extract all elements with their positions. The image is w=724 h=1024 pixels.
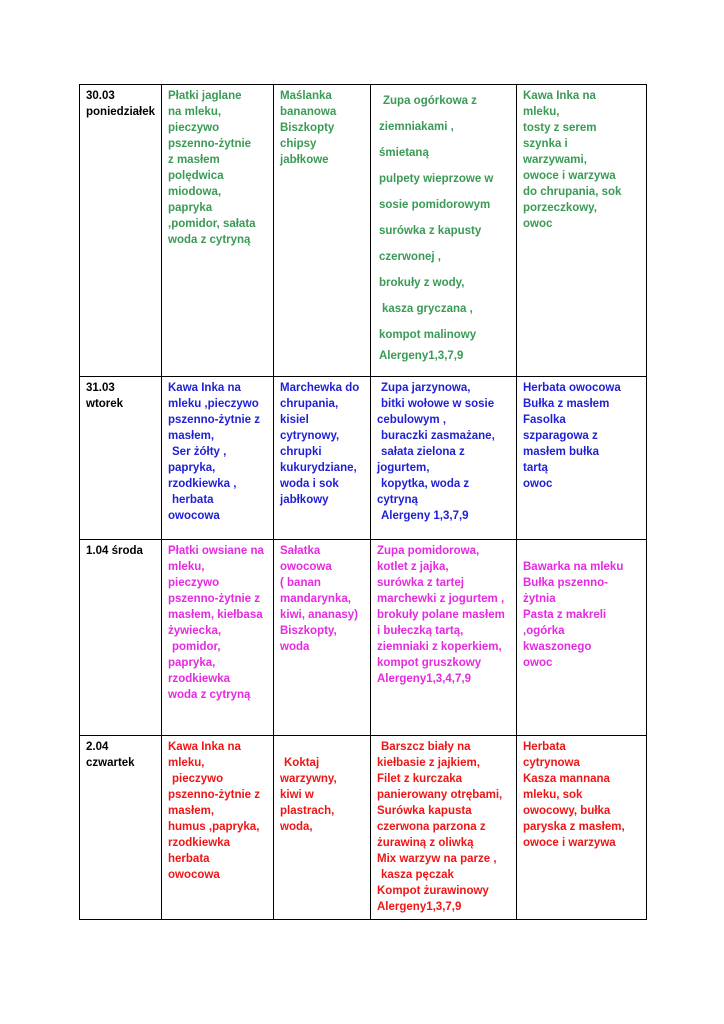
menu-line: owoce i warzywa xyxy=(523,170,616,182)
menu-line: tosty z serem xyxy=(523,122,597,134)
day-cell xyxy=(80,736,162,920)
menu-line: owoc xyxy=(523,478,553,490)
menu-line: kasza pęczak xyxy=(381,869,454,881)
menu-line: Płatki jaglane xyxy=(168,90,242,102)
menu-line: ( banan xyxy=(280,577,321,589)
menu-line: marchewki z jogurtem , xyxy=(377,593,505,605)
menu-line: warzywny, xyxy=(280,773,337,785)
menu-line: Kawa Inka na xyxy=(523,90,596,102)
menu-line: rzodkiewka xyxy=(168,837,230,849)
menu-line: kompot malinowy xyxy=(379,329,477,341)
menu-line: cytrynowy, xyxy=(280,430,340,442)
menu-line: papryka, xyxy=(168,657,216,669)
menu-line: Pasta z makreli xyxy=(523,609,607,621)
menu-line: Marchewka do xyxy=(280,382,360,394)
menu-line: mleku, xyxy=(168,561,205,573)
menu-line: ,ogórka xyxy=(523,625,565,637)
menu-line: pulpety wieprzowe w xyxy=(379,173,494,185)
menu-line: panierowany otrębami, xyxy=(377,789,503,801)
menu-line: żywiecka, xyxy=(168,625,222,637)
menu-line: owoc xyxy=(523,218,553,230)
menu-line: kompot gruszkowy xyxy=(377,657,482,669)
menu-line: pszenno-żytnie z xyxy=(168,789,261,801)
menu-line: papryka, xyxy=(168,462,216,474)
menu-line: owoce i warzywa xyxy=(523,837,616,849)
menu-line: Herbata xyxy=(523,741,566,753)
menu-line: chrupki xyxy=(280,446,322,458)
menu-line: kisiel xyxy=(280,414,309,426)
allergens-text: Alergeny1,3,4,7,9 xyxy=(377,673,471,685)
menu-line: Barszcz biały na xyxy=(381,741,471,753)
menu-line: mandarynka, xyxy=(280,593,351,605)
menu-line: ziemniaki z koperkiem, xyxy=(377,641,502,653)
menu-line: warzywami, xyxy=(523,154,587,166)
menu-line: brokuły z wody, xyxy=(379,277,465,289)
date-text: 2.04 xyxy=(86,741,109,753)
menu-line: cytrynowa xyxy=(523,757,580,769)
allergens-text: Alergeny 1,3,7,9 xyxy=(381,510,469,522)
menu-line: buraczki zasmażane, xyxy=(381,430,495,442)
menu-line: Kasza mannana xyxy=(523,773,610,785)
menu-line: masłem, xyxy=(168,805,215,817)
menu-line: Zupa jarzynowa, xyxy=(381,382,471,394)
menu-line: Kawa Inka na xyxy=(168,382,241,394)
menu-line: plastrach, xyxy=(280,805,335,817)
menu-line: Surówka kapusta xyxy=(377,805,472,817)
menu-line: kopytka, woda z xyxy=(381,478,470,490)
menu-line: rzodkiewka , xyxy=(168,478,237,490)
menu-line: mleku, xyxy=(523,106,560,118)
menu-line: chrupania, xyxy=(280,398,339,410)
menu-line: Kawa Inka na xyxy=(168,741,241,753)
menu-line: Zupa ogórkowa z xyxy=(383,95,477,107)
menu-line: Płatki owsiane na xyxy=(168,545,264,557)
menu-line: pieczywo xyxy=(172,773,224,785)
menu-table xyxy=(79,84,647,920)
menu-line: humus ,papryka, xyxy=(168,821,260,833)
menu-line: kotlet z jajka, xyxy=(377,561,449,573)
menu-line: Maślanka xyxy=(280,90,332,102)
afternoon-cell xyxy=(517,85,647,377)
menu-line: herbata xyxy=(168,853,210,865)
menu-line: Koktaj xyxy=(284,757,320,769)
allergens-text: Alergeny1,3,7,9 xyxy=(379,350,464,362)
menu-line: masłem, kiełbasa xyxy=(168,609,263,621)
weekday-text: wtorek xyxy=(86,398,124,410)
afternoon-cell xyxy=(517,736,647,920)
menu-line: kasza gryczana , xyxy=(382,303,473,315)
menu-line: Bułka pszenno- xyxy=(523,577,608,589)
menu-line: jogurtem, xyxy=(377,462,430,474)
menu-line: masłem, xyxy=(168,430,215,442)
menu-line: owocowa xyxy=(280,561,332,573)
menu-line: i bułeczką tartą, xyxy=(377,625,464,637)
menu-line: mleku, sok xyxy=(523,789,583,801)
allergens-text: Alergeny1,3,7,9 xyxy=(377,901,462,913)
menu-line: kwaszonego xyxy=(523,641,592,653)
weekday-text: czwartek xyxy=(86,757,135,769)
menu-line: kukurydziane, xyxy=(280,462,357,474)
menu-line: sosie pomidorowym xyxy=(379,199,491,211)
menu-line: owocowa xyxy=(168,869,220,881)
menu-line: owocowy, bułka xyxy=(523,805,611,817)
afternoon-cell xyxy=(517,377,647,540)
menu-line: paryska z masłem, xyxy=(523,821,625,833)
menu-line: mleku ,pieczywo xyxy=(168,398,259,410)
menu-line: bananowa xyxy=(280,106,337,118)
menu-line: chipsy xyxy=(280,138,317,150)
menu-line: jabłkowy xyxy=(280,494,329,506)
table-row xyxy=(80,85,647,377)
menu-line: Biszkopty, xyxy=(280,625,337,637)
afternoon-cell xyxy=(517,540,647,736)
lunch-cell xyxy=(371,736,517,920)
breakfast-cell xyxy=(162,377,274,540)
menu-line: śmietaną xyxy=(379,147,429,159)
menu-line: Biszkopty xyxy=(280,122,335,134)
menu-line: kiełbasie z jajkiem, xyxy=(377,757,480,769)
menu-line: pomidor, xyxy=(172,641,221,653)
menu-line: pszenno-żytnie z xyxy=(168,414,261,426)
breakfast-cell xyxy=(162,85,274,377)
weekday-text: poniedziałek xyxy=(86,106,156,118)
menu-line: Ser żółty , xyxy=(172,446,227,458)
snack-cell xyxy=(274,540,371,736)
menu-line: jabłkowe xyxy=(280,154,329,166)
menu-line: tartą xyxy=(523,462,548,474)
day-cell xyxy=(80,85,162,377)
menu-line: brokuły polane masłem xyxy=(377,609,505,621)
menu-line: surówka z tartej xyxy=(377,577,464,589)
menu-line: żytnia xyxy=(523,593,556,605)
menu-line: kiwi w xyxy=(280,789,314,801)
table-row xyxy=(80,736,647,920)
menu-line: masłem bułka xyxy=(523,446,600,458)
menu-line: żurawiną z oliwką xyxy=(377,837,474,849)
menu-line: ziemniakami , xyxy=(379,121,454,133)
table-row xyxy=(80,377,647,540)
menu-line: owoc xyxy=(523,657,553,669)
lunch-cell xyxy=(371,377,517,540)
menu-line: woda z cytryną xyxy=(168,234,251,246)
menu-line: woda z cytryną xyxy=(168,689,251,701)
menu-line: owocowa xyxy=(168,510,220,522)
menu-line: szparagowa z xyxy=(523,430,598,442)
menu-line: Herbata owocowa xyxy=(523,382,621,394)
menu-line: woda i sok xyxy=(280,478,339,490)
menu-line: Bawarka na mleku xyxy=(523,561,624,573)
menu-line: na mleku, xyxy=(168,106,222,118)
menu-line: Bułka z masłem xyxy=(523,398,610,410)
date-text: 1.04 środa xyxy=(86,545,143,557)
menu-line: Fasolka xyxy=(523,414,566,426)
menu-line: Mix warzyw na parze , xyxy=(377,853,497,865)
day-cell xyxy=(80,377,162,540)
lunch-cell xyxy=(371,85,517,377)
menu-line: ,pomidor, sałata xyxy=(168,218,256,230)
menu-line: bitki wołowe w sosie xyxy=(381,398,495,410)
date-text: 30.03 xyxy=(86,90,115,102)
date-text: 31.03 xyxy=(86,382,115,394)
menu-line: surówka z kapusty xyxy=(379,225,482,237)
menu-line: woda, xyxy=(280,821,313,833)
menu-line: mleku, xyxy=(168,757,205,769)
snack-cell xyxy=(274,736,371,920)
menu-line: kiwi, ananasy) xyxy=(280,609,358,621)
menu-line: cytryną xyxy=(377,494,418,506)
menu-line: Zupa pomidorowa, xyxy=(377,545,480,557)
breakfast-cell xyxy=(162,736,274,920)
menu-line: papryka xyxy=(168,202,213,214)
menu-line: polędwica xyxy=(168,170,224,182)
menu-line: miodowa, xyxy=(168,186,222,198)
snack-cell xyxy=(274,377,371,540)
lunch-cell xyxy=(371,540,517,736)
snack-cell xyxy=(274,85,371,377)
menu-line: do chrupania, sok xyxy=(523,186,622,198)
menu-line: rzodkiewka xyxy=(168,673,230,685)
menu-line: pszenno-żytnie xyxy=(168,138,252,150)
table-row xyxy=(80,540,647,736)
menu-line: Sałatka xyxy=(280,545,321,557)
menu-line: czerwona parzona z xyxy=(377,821,486,833)
menu-line: pieczywo xyxy=(168,577,220,589)
day-cell xyxy=(80,540,162,736)
menu-line: Kompot żurawinowy xyxy=(377,885,489,897)
menu-line: cebulowym , xyxy=(377,414,447,426)
menu-line: czerwonej , xyxy=(379,251,441,263)
menu-line: herbata xyxy=(172,494,214,506)
menu-line: pieczywo xyxy=(168,122,220,134)
menu-line: z masłem xyxy=(168,154,220,166)
menu-line: sałata zielona z xyxy=(381,446,465,458)
menu-line: woda xyxy=(280,641,310,653)
menu-line: porzeczkowy, xyxy=(523,202,597,214)
menu-line: szynka i xyxy=(523,138,568,150)
breakfast-cell xyxy=(162,540,274,736)
menu-line: Filet z kurczaka xyxy=(377,773,463,785)
menu-line: pszenno-żytnie z xyxy=(168,593,261,605)
